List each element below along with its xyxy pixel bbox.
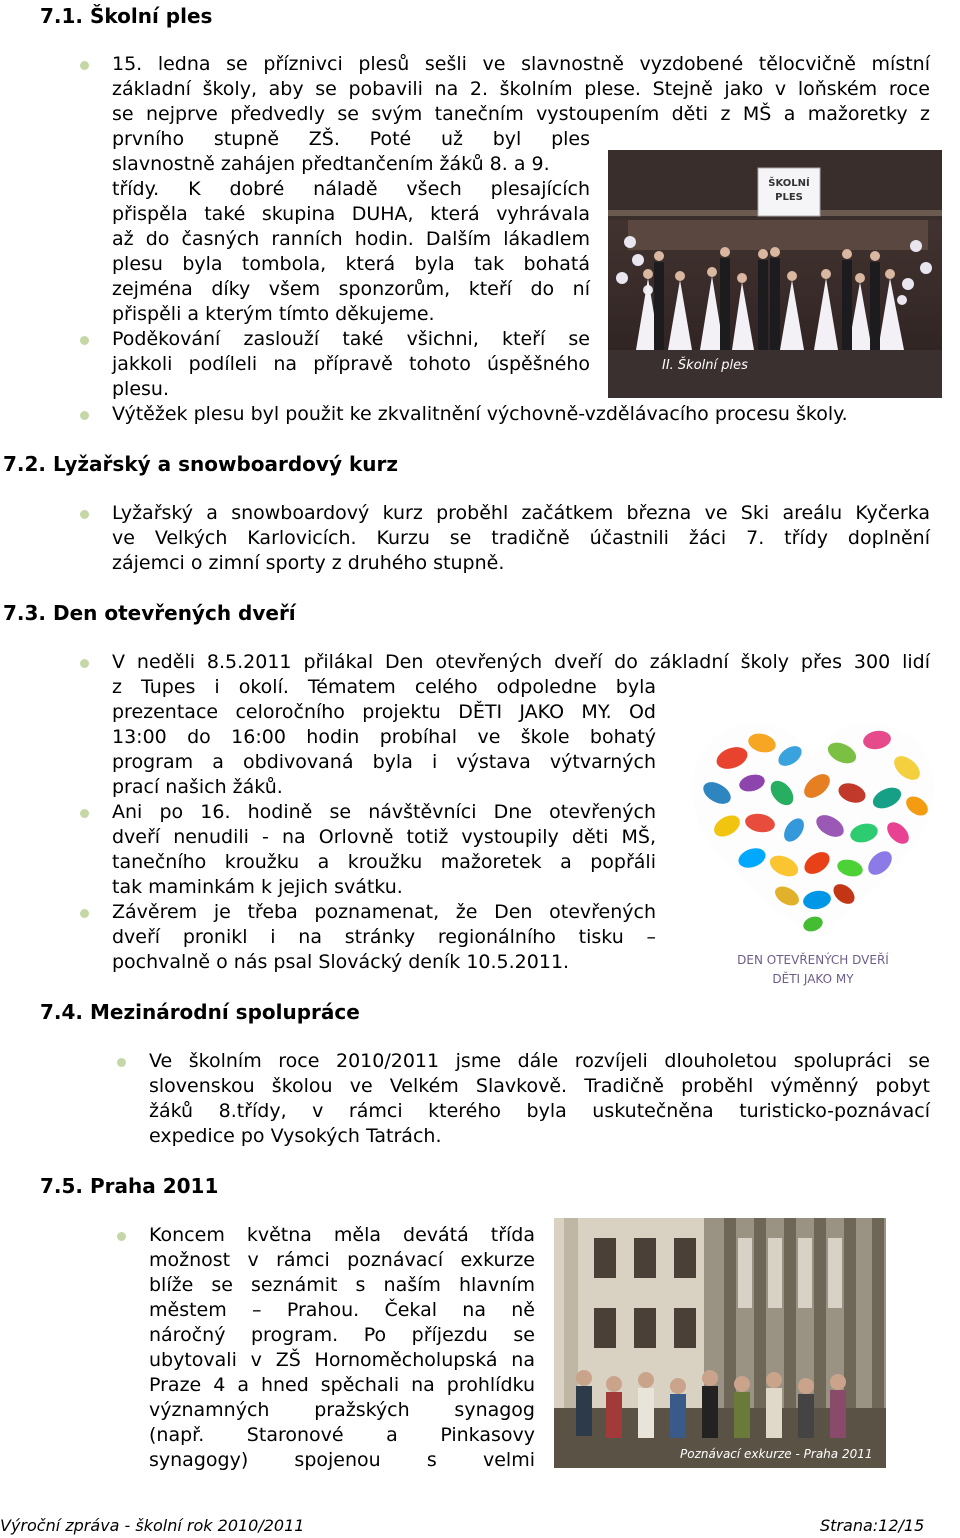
text-line: 13:00 do 16:00 hodin probíhal ve škole bohatý: [112, 726, 656, 748]
section-title-international: 7.4. Mezinárodní spolupráce: [40, 1000, 360, 1024]
text-line: náročný program. Po příjezdu se: [149, 1324, 535, 1346]
text-line: ve Velkých Karlovicích. Kurzu se tradičně účastnili žáci 7. třídy doplnění: [112, 527, 930, 549]
prague-photo-caption: Poznávací exkurze - Praha 2011: [680, 1447, 873, 1461]
text-line: Výtěžek plesu byl použit ke zkvalitnění výchovně-vzdělávacího procesu školy.: [112, 403, 848, 425]
text-line: prezentace celoročního projektu DĚTI JAKO MY. Od: [112, 701, 656, 723]
heart-caption-line2: DĚTI JAKO MY: [772, 972, 854, 986]
text-line: Ani po 16. hodině se návštěvníci Dne otevřených: [112, 801, 656, 823]
text-line: městem – Prahou. Čekal na ně: [149, 1299, 535, 1321]
text-line: třídy. K dobré náladě všech plesajících: [112, 178, 590, 200]
heart-caption-line1: DEN OTEVŘENÝCH DVEŘÍ: [737, 953, 889, 967]
text-line: Ve školním roce 2010/2011 jsme dále rozvíjeli dlouholetou spolupráci se: [149, 1050, 930, 1072]
text-line: se nejprve předvedly se svým tanečním vystoupením děti z MŠ a mažoretky z: [112, 103, 930, 125]
text-line: významných pražských synagog: [149, 1399, 535, 1421]
footer-page-number: Strana:12/15: [820, 1516, 925, 1535]
text-line: dveří pronikl i na stránky regionálního tisku –: [112, 926, 656, 948]
text-line: Koncem května měla devátá třída: [149, 1224, 535, 1246]
text-line: z Tupes i okolí. Tématem celého odpoledne byla: [112, 676, 656, 698]
section-title-ples: 7.1. Školní ples: [40, 4, 213, 28]
text-line: Praze 4 a hned spěchali na prohlídku: [149, 1374, 535, 1396]
text-line: prvního stupně ZŠ. Poté už byl ples: [112, 128, 590, 150]
text-line: Závěrem je třeba poznamenat, že Den otevřených: [112, 901, 656, 923]
text-line: plesu byla tombola, která byla tak bohatá: [112, 253, 590, 275]
bullet: [117, 1232, 126, 1241]
text-line: blíže se seznámit s naším hlavním: [149, 1274, 535, 1296]
bullet: [80, 411, 89, 420]
text-line: Poděkování zaslouží také všichni, kteří se: [112, 328, 590, 350]
text-line: 15. ledna se příznivci plesů sešli ve slavnostně vyzdobené tělocvičně místní: [112, 53, 930, 75]
text-line: až do časných ranních hodin. Dalším lákadlem: [112, 228, 590, 250]
text-line: ubytovali v ZŠ Hornoměcholupská na: [149, 1349, 535, 1371]
bullet: [80, 61, 89, 70]
text-line: jakkoli podíleli na přípravě tohoto úspěšného: [112, 353, 590, 375]
prague-photo-graphic: [554, 1218, 886, 1468]
text-line: pochvalně o nás psal Slovácký deník 10.5.2011.: [112, 951, 570, 973]
bullet: [117, 1058, 126, 1067]
text-line: zejména díky všem sponzorům, kteří do ní: [112, 278, 590, 300]
text-line: dveří nenudili - na Orlovně totiž vystoupily děti MŠ,: [112, 826, 656, 848]
bullet: [80, 909, 89, 918]
ball-photo-graphic: [608, 150, 942, 398]
text-line: tak maminkám k jejich svátku.: [112, 876, 403, 898]
text-line: expedice po Vysokých Tatrách.: [149, 1125, 442, 1147]
bullet: [80, 336, 89, 345]
text-line: Lyžařský a snowboardový kurz proběhl začátkem března ve Ski areálu Kyčerka: [112, 502, 930, 524]
ball-photo: [608, 150, 942, 398]
text-line: slavnostně zahájen předtančením žáků 8. a 9.: [112, 153, 550, 175]
text-line: V neděli 8.5.2011 přilákal Den otevřených dveří do základní školy přes 300 lidí: [112, 651, 930, 673]
text-line: žáků 8.třídy, v rámci kterého byla uskutečněna turisticko-poznávací: [149, 1100, 930, 1122]
bullet: [80, 659, 89, 668]
ball-photo-caption: II. Školní ples: [662, 358, 748, 373]
text-line: přispěli a kterým tímto děkujeme.: [112, 303, 435, 325]
prague-photo: [554, 1218, 886, 1468]
heart-graphic: [672, 698, 954, 998]
heart-poster-image: [672, 698, 954, 998]
text-line: slovenskou školou ve Velkém Slavkově. Tradičně proběhl výměnný pobyt: [149, 1075, 930, 1097]
section-title-ski: 7.2. Lyžařský a snowboardový kurz: [3, 452, 398, 476]
text-line: synagogy) spojenou s velmi: [149, 1449, 535, 1471]
bullet: [80, 510, 89, 519]
text-line: možnost v rámci poznávací exkurze: [149, 1249, 535, 1271]
text-line: plesu.: [112, 378, 170, 400]
text-line: tanečního kroužku a kroužku mažoretek a popřáli: [112, 851, 656, 873]
bullet: [80, 809, 89, 818]
footer-left: Výroční zpráva - školní rok 2010/2011: [0, 1516, 305, 1535]
text-line: základní školy, aby se pobavili na 2. školním plese. Stejně jako v loňském roce: [112, 78, 930, 100]
section-title-prague: 7.5. Praha 2011: [40, 1174, 219, 1198]
ball-sign-text: ŠKOLNÍ PLES: [768, 178, 810, 203]
text-line: (např. Staronové a Pinkasovy: [149, 1424, 535, 1446]
text-line: program a obdivovaná byla i výstava výtvarných: [112, 751, 656, 773]
text-line: přispěla také skupina DUHA, která vyhrávala: [112, 203, 590, 225]
text-line: zájemci o zimní sporty z druhého stupně.: [112, 552, 505, 574]
text-line: prací našich žáků.: [112, 776, 283, 798]
section-title-open-day: 7.3. Den otevřených dveří: [3, 601, 296, 625]
